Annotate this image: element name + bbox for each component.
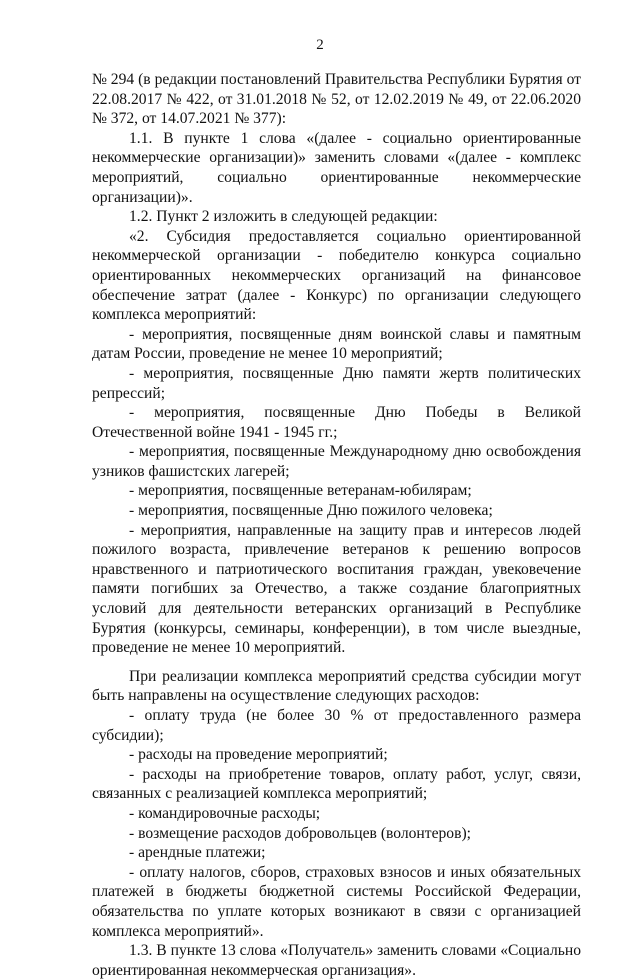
- page-number: 2: [316, 37, 324, 53]
- paragraph-expenses: При реализации комплекса мероприятий средства субсидии могут быть направлены на осуществление следующих расходов:: [92, 667, 581, 705]
- list-item: - оплату труда (не более 30 % от предоставленного размера субсидии);: [92, 707, 581, 744]
- list-item: - расходы на приобретение товаров, оплату работ, услуг, связи, связанных с реализацией комплекса мероприятий;: [92, 765, 581, 803]
- paragraph-intro: № 294 (в редакции постановлений Правительства Республики Бурятия от 22.08.2017 № 422, от 31.01.2018 № 52, от 12.02.2019 № 49, от 22.06.2020 № 372, от 14.07.2021 № 377):: [92, 71, 581, 128]
- list-item: - мероприятия, посвященные ветеранам-юбилярам;: [129, 482, 472, 500]
- list-item: - оплату налогов, сборов, страховых взносов и иных обязательных платежей в бюджеты бюджетной системы Российской Федерации, обязательства по уплате которых возникают в связи с организацией комплекса мероприятий».: [92, 863, 581, 940]
- paragraph-1-3: 1.3. В пункте 13 слова «Получатель» заменить словами «Социально ориентированная некоммерческая организация».: [92, 942, 581, 979]
- list-item: - мероприятия, посвященные Дню Победы в Великой Отечественной войне 1941 - 1945 гг.;: [92, 404, 581, 441]
- paragraph-1-1: 1.1. В пункте 1 слова «(далее - социально ориентированные некоммерческие организации)» заменить словами «(далее - комплекс мероприятий, социально ориентированные некоммерческие организации)».: [92, 129, 581, 206]
- list-item: - мероприятия, посвященные Международному дню освобождения узников фашистских лагерей;: [92, 443, 581, 480]
- list-item: - мероприятия, посвященные Дню памяти жертв политических репрессий;: [92, 364, 581, 402]
- list-item: - мероприятия, посвященные Дню пожилого человека;: [129, 502, 493, 520]
- list-item: - мероприятия, посвященные дням воинской славы и памятным датам России, проведение не менее 10 мероприятий;: [92, 325, 581, 363]
- list-item: - расходы на проведение мероприятий;: [129, 746, 388, 764]
- paragraph-subsidy: «2. Субсидия предоставляется социально ориентированной некоммерческой организации - победителю конкурса социально ориентированных некоммерческих организаций на финансовое обеспечение затрат (далее - Конкурс) по организации следующего комплекса мероприятий:: [92, 227, 581, 324]
- list-item: - мероприятия, направленные на защиту прав и интересов людей пожилого возраста, привлечение ветеранов к решению вопросов нравственного и патриотического воспитания граждан, увековечение памяти погибших за Отечество, а также создание благоприятных условий для деятельности ветеранских организаций в Республике Бурятия (конкурсы, семинары, конференции), в том числе выездные, проведение не менее 10 мероприятий.: [92, 521, 581, 657]
- list-item: - командировочные расходы;: [129, 804, 321, 822]
- document-body: [92, 70, 581, 980]
- list-item: - возмещение расходов добровольцев (волонтеров);: [129, 824, 471, 842]
- paragraph-1-2: 1.2. Пункт 2 изложить в следующей редакции:: [129, 208, 438, 226]
- list-item: - арендные платежи;: [129, 844, 266, 862]
